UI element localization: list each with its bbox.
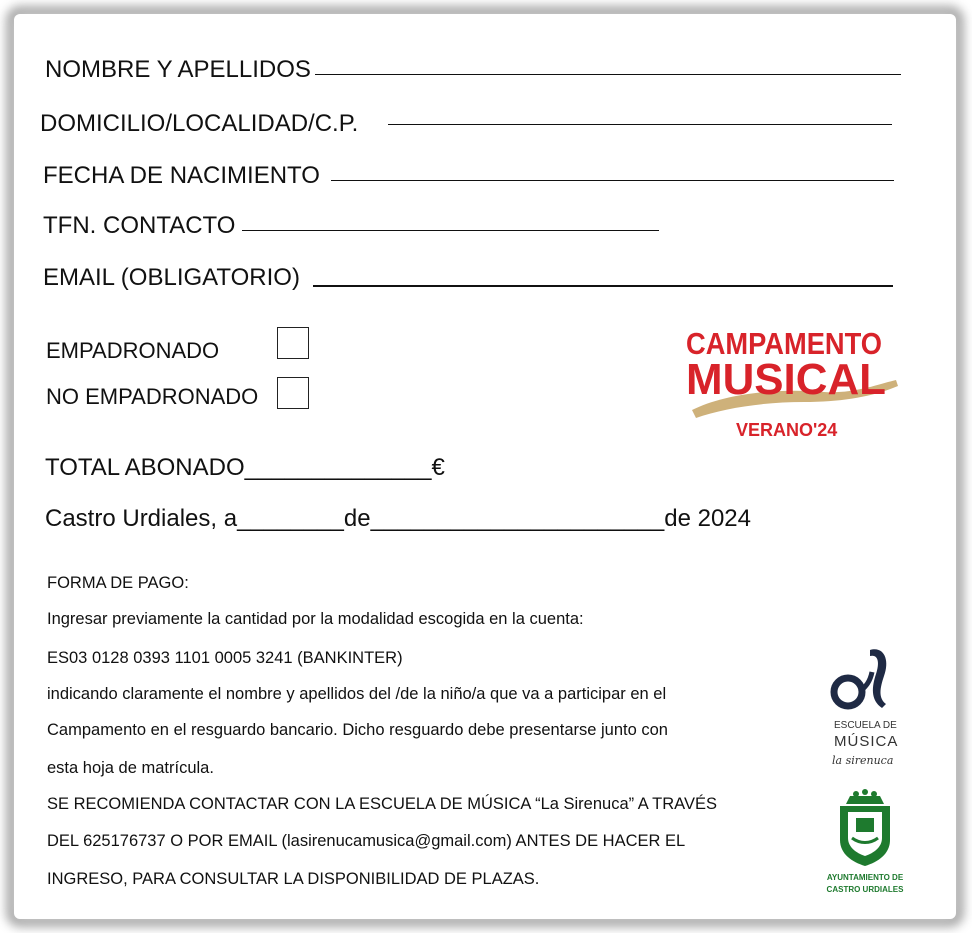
escuela-musica-logo xyxy=(826,642,906,772)
ayuntamiento-logo xyxy=(820,788,910,898)
sirenuca-text: la sirenuca xyxy=(832,754,894,767)
campamento-musical-logo xyxy=(684,322,904,442)
year-text: 2024 xyxy=(697,505,751,532)
dia-blank[interactable]: ________ xyxy=(237,505,344,532)
lugar-fecha-line xyxy=(45,505,751,533)
total-abonado-text: TOTAL ABONADO xyxy=(45,454,245,481)
no-empadronado-checkbox[interactable] xyxy=(277,377,309,409)
empadronado-checkbox[interactable] xyxy=(277,327,309,359)
payment-line-6: SE RECOMIENDA CONTACTAR CON LA ESCUELA DE MÚSICA “La Sirenuca” A TRAVÉS xyxy=(47,795,717,813)
email-label: EMAIL (OBLIGATORIO) xyxy=(43,264,300,291)
empadronado-label: EMPADRONADO xyxy=(46,338,220,363)
campamento-text: CAMPAMENTO xyxy=(686,326,882,361)
telefono-label: TFN. CONTACTO xyxy=(43,212,236,239)
de-text-1: de xyxy=(343,505,371,532)
musica-text: MÚSICA xyxy=(834,733,899,750)
fecha-nacimiento-label: FECHA DE NACIMIENTO xyxy=(43,162,320,189)
verano-text: VERANO'24 xyxy=(736,420,838,440)
domicilio-input-line[interactable] xyxy=(388,124,892,125)
total-abonado-label xyxy=(45,454,445,482)
musical-text: MUSICAL xyxy=(686,355,886,404)
payment-line-8: INGRESO, PARA CONSULTAR LA DISPONIBILIDAD DE PLAZAS. xyxy=(47,870,540,888)
total-abonado-blank[interactable]: ______________ xyxy=(244,454,432,481)
fecha-nacimiento-input-line[interactable] xyxy=(331,180,894,181)
mes-blank[interactable]: ______________________ xyxy=(370,505,665,532)
lugar-text: Castro Urdiales, a xyxy=(45,505,238,532)
payment-line-1: Ingresar previamente la cantidad por la modalidad escogida en la cuenta: xyxy=(47,610,584,628)
ayuntamiento-text: AYUNTAMIENTO DE xyxy=(826,873,904,882)
payment-line-2: ES03 0128 0393 1101 0005 3241 (BANKINTER) xyxy=(47,649,403,667)
payment-line-4: Campamento en el resguardo bancario. Dicho resguardo debe presentarse junto con xyxy=(47,721,668,739)
email-input-line[interactable] xyxy=(313,285,893,287)
nombre-label: NOMBRE Y APELLIDOS xyxy=(45,56,311,83)
currency-symbol: € xyxy=(431,454,445,481)
escuela-text: ESCUELA DE xyxy=(834,720,897,731)
no-empadronado-label: NO EMPADRONADO xyxy=(46,384,259,409)
payment-line-3: indicando claramente el nombre y apellidos del /de la niño/a que va a participar en el xyxy=(47,685,667,703)
telefono-input-line[interactable] xyxy=(242,230,659,231)
de-text-2: de xyxy=(664,505,691,532)
nombre-input-line[interactable] xyxy=(315,74,901,75)
castro-urdiales-text: CASTRO URDIALES xyxy=(826,885,904,894)
forma-pago-heading: FORMA DE PAGO: xyxy=(47,574,189,592)
domicilio-label: DOMICILIO/LOCALIDAD/C.P. xyxy=(40,110,359,137)
payment-line-5: esta hoja de matrícula. xyxy=(47,759,214,777)
payment-line-7: DEL 625176737 O POR EMAIL (lasirenucamusica@gmail.com) ANTES DE HACER EL xyxy=(47,832,686,850)
